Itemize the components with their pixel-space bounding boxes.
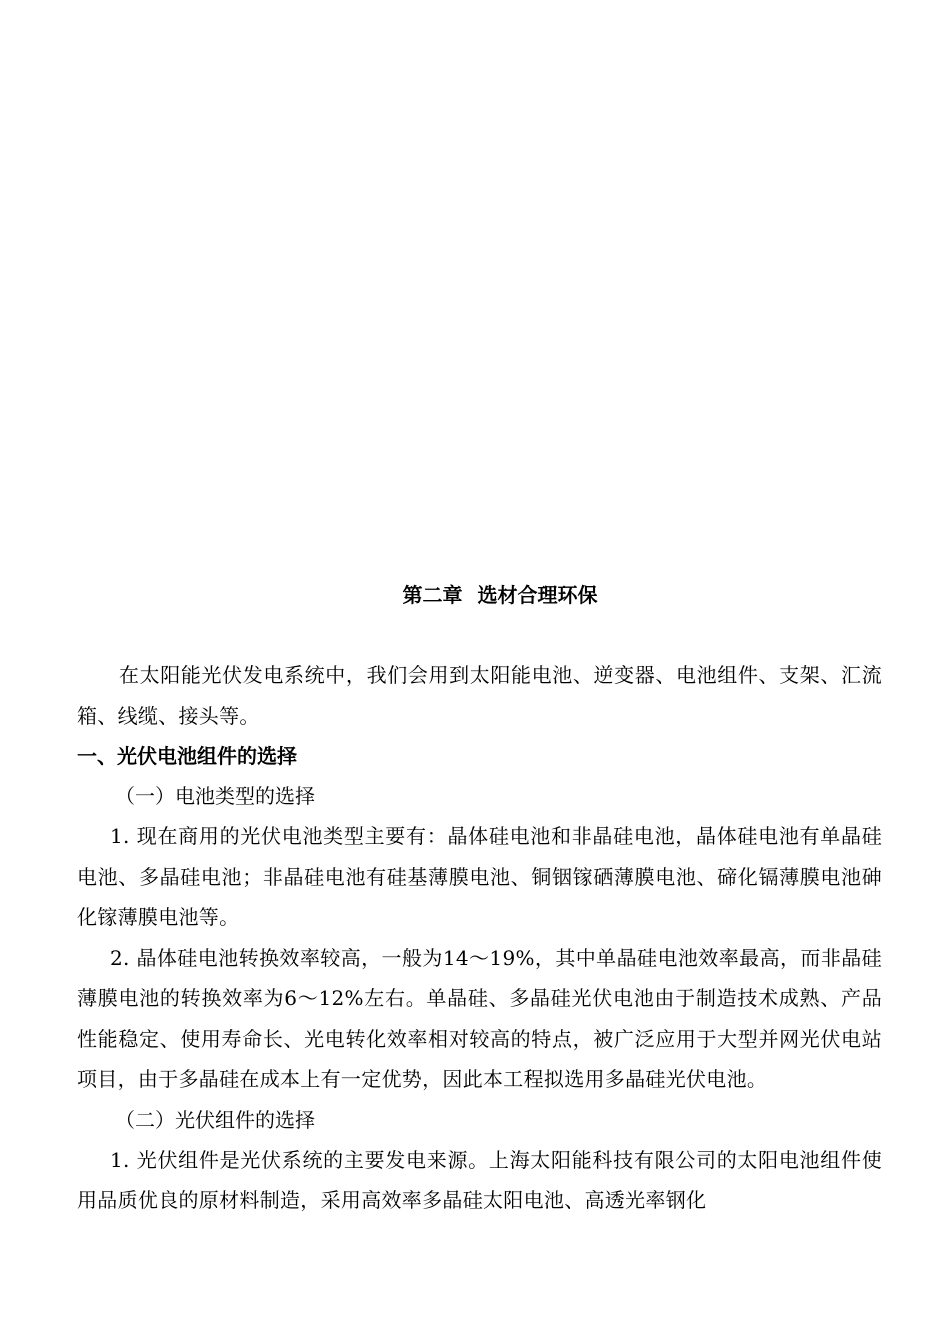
subsection-heading-cell-type: （一）电池类型的选择 <box>115 784 315 808</box>
paragraph-module-source: 1. 光伏组件是光伏系统的主要发电来源。上海太阳能科技有限公司的太阳电池组件使用品质优良的原材料制造，采用高效率多晶硅太阳电池、高透光率钢化 <box>77 1147 882 1212</box>
chapter-title: 第二章 选材合理环保 <box>402 583 598 607</box>
section-heading-pv-modules: 一、光伏电池组件的选择 <box>77 744 297 768</box>
paragraph-cell-types: 1. 现在商用的光伏电池类型主要有：晶体硅电池和非晶硅电池，晶体硅电池有单晶硅电池、多晶硅电池；非晶硅电池有硅基薄膜电池、铜铟镓硒薄膜电池、碲化镉薄膜电池砷化镓薄膜电池等。 <box>77 824 882 929</box>
paragraph-cell-efficiency: 2. 晶体硅电池转换效率较高，一般为14～19%，其中单晶硅电池效率最高，而非晶硅薄膜电池的转换效率为6～12%左右。单晶硅、多晶硅光伏电池由于制造技术成熟、产品性能稳定、使用寿命长、光电转化效率相对较高的特点，被广泛应用于大型并网光伏电站项目，由于多晶硅在成本上有一定优势，因此本工程拟选用多晶硅光伏电池。 <box>77 945 882 1091</box>
intro-paragraph: 在太阳能光伏发电系统中，我们会用到太阳能电池、逆变器、电池组件、支架、汇流箱、线缆、接头等。 <box>77 663 882 728</box>
subsection-heading-module: （二）光伏组件的选择 <box>115 1107 315 1132</box>
document-body <box>77 655 882 1221</box>
